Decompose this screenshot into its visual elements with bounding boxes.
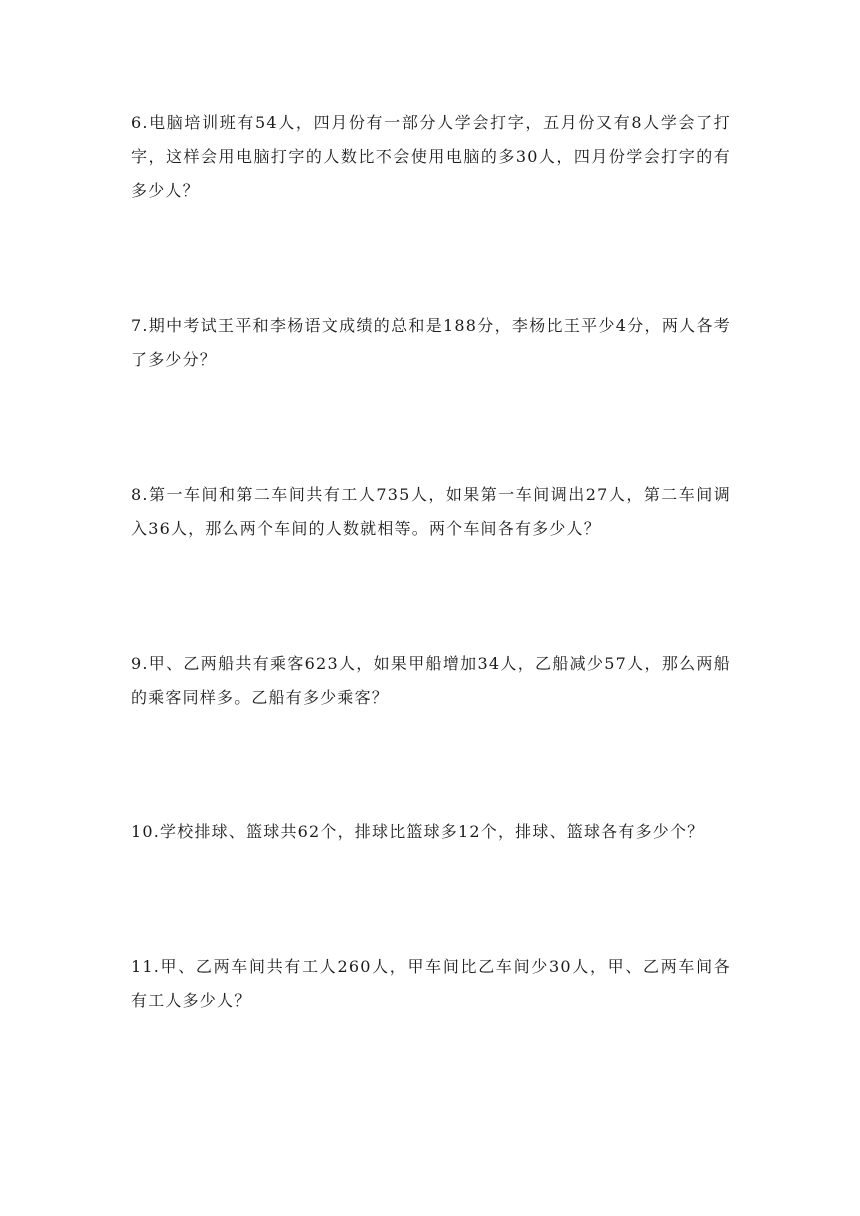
problem-number: 8.: [131, 485, 149, 504]
problem-text: 学校排球、篮球共62个，排球比篮球多12个，排球、篮球各有多少个？: [160, 822, 705, 841]
problem-8: [131, 478, 731, 546]
problem-number: 7.: [131, 316, 149, 335]
problem-9: [131, 647, 731, 715]
problem-text: 电脑培训班有54人，四月份有一部分人学会打字，五月份又有8人学会了打字，这样会用电脑打字的人数比不会使用电脑的多30人，四月份学会打字的有多少人？: [131, 113, 731, 200]
problem-text: 甲、乙两船共有乘客623人，如果甲船增加34人，乙船减少57人，那么两船的乘客同样多。乙船有多少乘客？: [131, 654, 731, 707]
problem-number: 10.: [131, 822, 161, 841]
problem-10: [131, 815, 731, 849]
problem-11: [131, 950, 731, 1018]
problem-number: 6.: [131, 113, 149, 132]
problem-6: [131, 106, 731, 208]
problem-number: 9.: [131, 654, 149, 673]
problem-7: [131, 309, 731, 377]
problem-text: 甲、乙两车间共有工人260人，甲车间比乙车间少30人，甲、乙两车间各有工人多少人？: [131, 957, 731, 1010]
problem-text: 第一车间和第二车间共有工人735人，如果第一车间调出27人，第二车间调入36人，那么两个车间的人数就相等。两个车间各有多少人？: [131, 485, 731, 538]
problem-text: 期中考试王平和李杨语文成绩的总和是188分，李杨比王平少4分，两人各考了多少分？: [131, 316, 731, 369]
problem-number: 11.: [131, 957, 161, 976]
